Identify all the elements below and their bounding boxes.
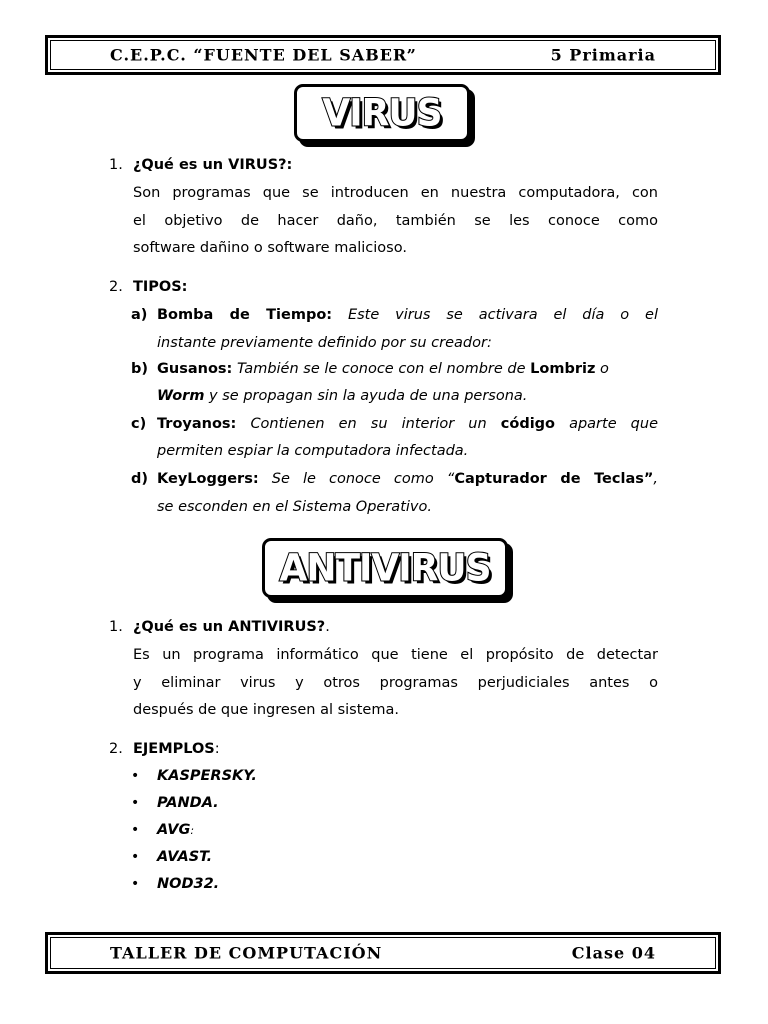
- bullet-icon: •: [131, 795, 140, 811]
- type-name: KeyLoggers:: [157, 471, 259, 487]
- school-name: C.E.P.C. “FUENTE DEL SABER”: [110, 45, 417, 65]
- antivirus-q1-suffix: .: [325, 619, 330, 635]
- type-name: Bomba de Tiempo:: [157, 307, 333, 323]
- type-description-cont: instante previamente definido por su creador:: [157, 335, 492, 351]
- antivirus-q2-heading: [133, 740, 658, 758]
- virus-q2-number: 2.: [109, 279, 123, 295]
- virus-q1-line: software dañino o software malicioso.: [133, 240, 407, 256]
- antivirus-q2-number: 2.: [109, 741, 123, 757]
- bullet-icon: •: [131, 768, 140, 784]
- antivirus-title: ANTIVIRUS: [279, 546, 491, 590]
- antivirus-q1-heading: [133, 618, 658, 636]
- example-item: NOD32.: [157, 876, 220, 892]
- type-description-end: o: [595, 361, 609, 377]
- type-description: Este virus se activara el día o el: [347, 307, 659, 323]
- virus-title: VIRUS: [322, 91, 442, 135]
- type-name: Gusanos:: [157, 361, 233, 377]
- course-name: TALLER DE COMPUTACIÓN: [110, 943, 383, 963]
- type-description-cont: se esconden en el Sistema Operativo.: [157, 499, 432, 515]
- bullet-icon: •: [131, 822, 140, 838]
- example-item: AVAST.: [157, 849, 213, 865]
- virus-q1-line: el objetivo de hacer daño, también se les conoce como: [133, 213, 658, 229]
- example-item: PANDA.: [157, 795, 219, 811]
- type-description: Contienen en su interior un: [250, 416, 501, 432]
- type-bomba: [157, 306, 658, 324]
- type-description-text: y se propagan sin la ayuda de una persona.: [204, 388, 528, 404]
- antivirus-q1-title: ¿Qué es un ANTIVIRUS?: [133, 619, 326, 635]
- type-description-cont: permiten espiar la computadora infectada.: [157, 443, 469, 459]
- type-description-end: aparte que: [555, 416, 658, 432]
- virus-q2-title: TIPOS:: [133, 279, 188, 295]
- type-keyword: Lombriz: [530, 361, 596, 377]
- header-frame: [45, 35, 721, 75]
- lesson-label: Clase 04: [571, 943, 656, 963]
- type-description-cont: [157, 387, 527, 405]
- antivirus-q1-line: después de que ingresen al sistema.: [133, 702, 399, 718]
- antivirus-q1-line: y eliminar virus y otros programas perjudiciales antes o: [133, 675, 658, 691]
- antivirus-q1-number: 1.: [109, 619, 123, 635]
- type-description: También se le conoce con el nombre de: [236, 361, 531, 377]
- example-item: KASPERSKY.: [157, 768, 257, 784]
- type-keyword: Capturador de Teclas”: [454, 471, 654, 487]
- virus-q1-line: Son programas que se introducen en nuestra computadora, con: [133, 185, 658, 201]
- type-letter: c): [131, 416, 147, 432]
- type-letter: a): [131, 307, 148, 323]
- type-keyloggers: [157, 470, 658, 488]
- antivirus-q2-suffix: :: [214, 741, 220, 757]
- grade-label: 5 Primaria: [550, 45, 656, 65]
- antivirus-q1-line: Es un programa informático que tiene el propósito de detectar: [133, 647, 658, 663]
- virus-q1-title: ¿Qué es un VIRUS?:: [133, 157, 293, 173]
- type-description-end: ,: [653, 471, 658, 487]
- type-keyword: código: [500, 416, 556, 432]
- type-letter: b): [131, 361, 149, 377]
- example-item-avg: [157, 821, 194, 840]
- bullet-icon: •: [131, 876, 140, 892]
- example-item-suffix: :: [190, 824, 195, 837]
- type-letter: d): [131, 471, 149, 487]
- virus-q1-number: 1.: [109, 157, 123, 173]
- virus-title-box: [294, 84, 470, 142]
- antivirus-q2-title: EJEMPLOS: [133, 741, 215, 757]
- type-gusanos: [157, 360, 658, 378]
- example-item: AVG: [157, 822, 191, 838]
- type-description: Se le conoce como “: [271, 471, 455, 487]
- type-name: Troyanos:: [157, 416, 237, 432]
- footer-frame: [45, 932, 721, 974]
- bullet-icon: •: [131, 849, 140, 865]
- antivirus-title-box: [262, 538, 508, 598]
- type-keyword: Worm: [157, 388, 205, 404]
- type-troyanos: [157, 415, 658, 433]
